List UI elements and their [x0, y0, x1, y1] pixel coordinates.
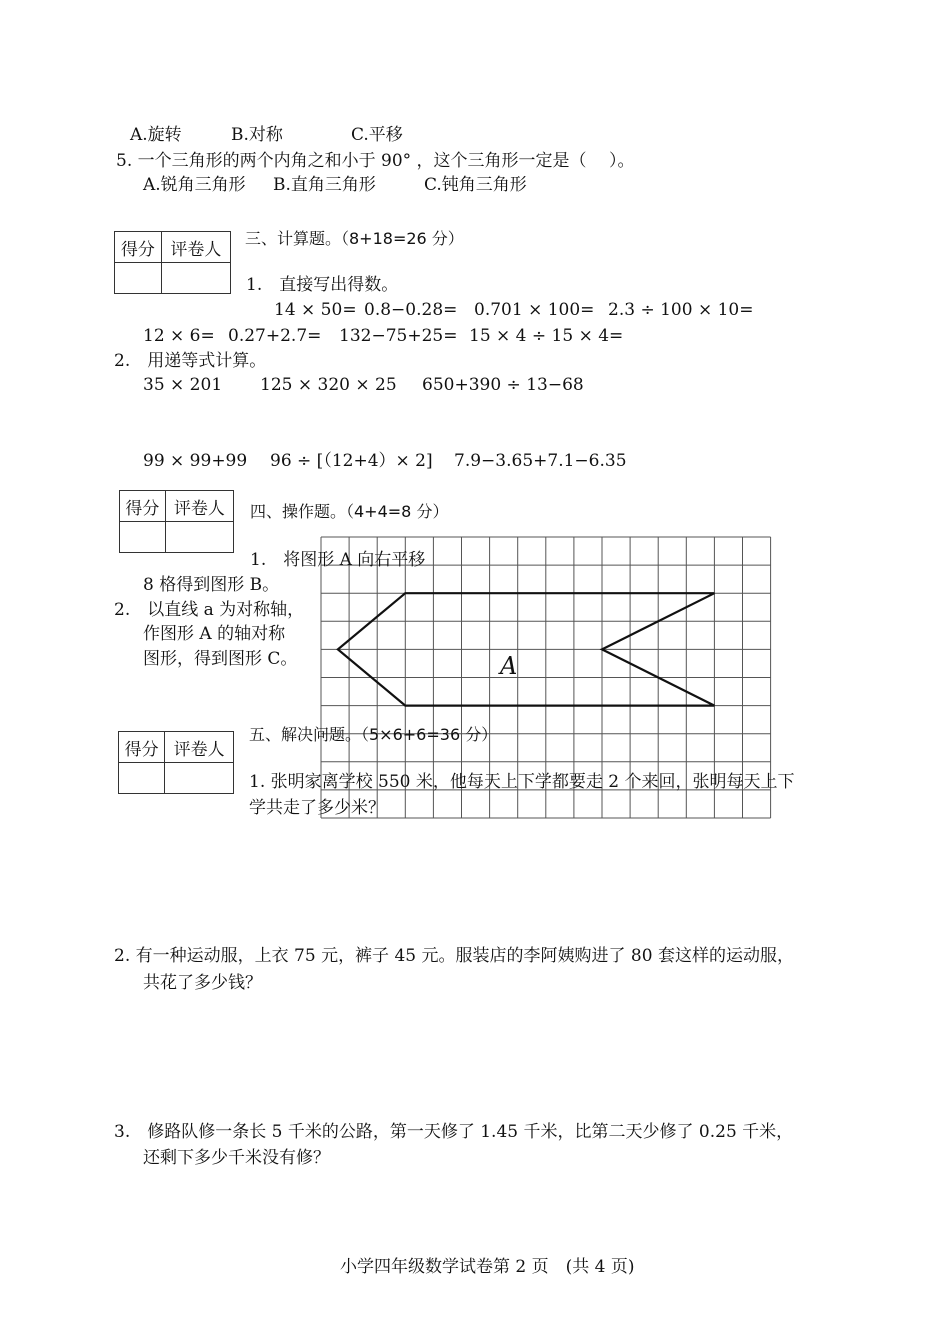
sec5-q2-line1: 2. 有一种运动服，上衣 75 元，裤子 45 元。服装店的李阿姨购进了 80 套这样的运动服，	[114, 946, 794, 966]
figure-a-label: A	[500, 652, 518, 680]
grader-cell[interactable]	[165, 522, 233, 553]
grader-label: 评卷人	[165, 491, 233, 522]
grader-cell[interactable]	[165, 763, 234, 794]
calc-r2-3: 132−75+25=	[339, 326, 458, 346]
section-5-title: 五、解决问题。（5×6+6=36 分）	[249, 725, 498, 744]
calc-r2-2: 0.27+2.7=	[228, 326, 322, 346]
calc-r4-2: 96 ÷ [（12+4）× 2]	[270, 451, 433, 471]
calc-r2-4: 15 × 4 ÷ 15 × 4=	[469, 326, 624, 346]
calc-r3-1: 35 × 201	[143, 375, 223, 395]
section-3-title: 三、计算题。（8+18=26 分）	[245, 229, 464, 248]
q4-option-b: B.对称	[231, 125, 283, 145]
grader-label: 评卷人	[165, 732, 234, 763]
calc-r1-2: 0.8−0.28=	[364, 300, 458, 320]
sec3-q1-label: 1. 直接写出得数。	[246, 275, 399, 295]
calc-r4-3: 7.9−3.65+7.1−6.35	[454, 451, 627, 471]
sec4-q2-line1: 2. 以直线 a 为对称轴，	[114, 600, 305, 620]
q5-option-b: B.直角三角形	[273, 175, 376, 195]
page-footer: 小学四年级数学试卷第 2 页 (共 4 页)	[340, 1257, 635, 1277]
calc-r1-3: 0.701 × 100=	[474, 300, 595, 320]
q4-option-c: C.平移	[351, 125, 403, 145]
q5-option-c: C.钝角三角形	[424, 175, 527, 195]
calc-r1-4: 2.3 ÷ 100 × 10=	[608, 300, 754, 320]
sec5-q1-line2: 学共走了多少米？	[249, 798, 385, 818]
score-box-sec5	[118, 731, 234, 794]
score-cell[interactable]	[119, 763, 165, 794]
score-box-sec3	[114, 231, 231, 294]
section-4-title: 四、操作题。（4+4=8 分）	[250, 502, 449, 521]
q5-stem: 5. 一个三角形的两个内角之和小于 90° ，这个三角形一定是（ ）。	[116, 151, 635, 171]
sec5-q1-line1: 1. 张明家离学校 550 米，他每天上下学都要走 2 个来回，张明每天上下	[249, 772, 795, 792]
calc-r1-1: 14 × 50=	[274, 300, 357, 320]
grader-label: 评卷人	[161, 232, 230, 263]
calc-r4-1: 99 × 99+99	[143, 451, 248, 471]
sec4-q2-line2: 作图形 A 的轴对称	[143, 624, 286, 644]
calc-r3-2: 125 × 320 × 25	[260, 375, 397, 395]
score-label: 得分	[115, 232, 162, 263]
q5-option-a: A.锐角三角形	[143, 175, 246, 195]
score-box-sec4	[119, 490, 234, 553]
sec5-q3-line1: 3. 修路队修一条长 5 千米的公路，第一天修了 1.45 千米，比第二天少修了 0.25 千米，	[114, 1122, 794, 1142]
sec3-q2-label: 2. 用递等式计算。	[114, 351, 267, 371]
calc-r3-3: 650+390 ÷ 13−68	[422, 375, 584, 395]
q4-option-a: A.旋转	[130, 125, 182, 145]
grader-cell[interactable]	[161, 263, 230, 294]
sec4-q2-line3: 图形，得到图形 C。	[143, 649, 298, 669]
sec5-q3-line2: 还剩下多少千米没有修？	[143, 1148, 330, 1168]
score-cell[interactable]	[115, 263, 162, 294]
score-cell[interactable]	[120, 522, 166, 553]
sec5-q2-line2: 共花了多少钱？	[143, 973, 262, 993]
sec4-q1-line1: 1. 将图形 A 向右平移	[250, 550, 426, 570]
score-label: 得分	[119, 732, 165, 763]
score-label: 得分	[120, 491, 166, 522]
calc-r2-1: 12 × 6=	[143, 326, 215, 346]
sec4-q1-line2: 8 格得到图形 B。	[143, 575, 280, 595]
